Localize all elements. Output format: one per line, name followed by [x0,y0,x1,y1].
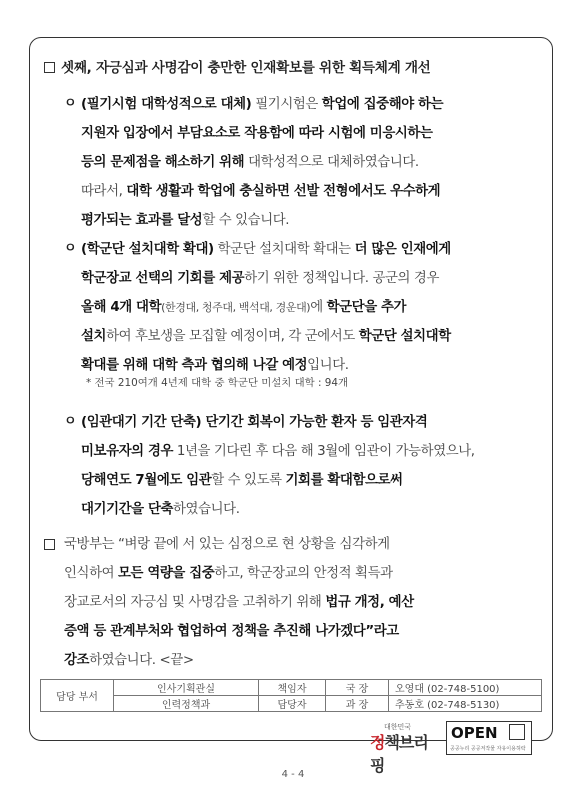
open-word: OPEN [451,724,498,742]
body-text: 국방부는 “벼랑 끝에 서 있는 심정으로 현 상황을 심각하게 [64,537,390,552]
dept-name: 인력정책과 [114,696,259,712]
body-text: 대학성적으로 대체하였습니다. [244,155,419,170]
open-license-badge [446,721,532,755]
body-text: 학군단 설치대학 확대는 [213,242,355,257]
emphasis-text: (필기시험 대학성적으로 대체) [81,97,252,112]
bullet-circle: ㅇ [64,241,77,256]
logo-title-rest: 책브리핑 [370,733,428,775]
emphasis-text: 학업에 집중해야 하는 [321,97,444,112]
body-text: 필기시험은 [251,97,322,112]
body-text: 입니다. [307,358,349,373]
bullet-circle: ㅇ [64,414,77,429]
text-line [81,119,443,148]
contact-table [40,679,542,712]
body-text: 에 [310,300,327,315]
emphasis-text: (임관대기 기간 단축) 단기간 회복이 가능한 환자 등 임관자격 [81,415,428,430]
emphasis-text: 법규 개정, 예산 [325,595,414,610]
checkbox-square-icon [44,62,55,73]
text-line [81,235,451,264]
text-line [81,293,451,322]
body-text: 하기 위한 정책입니다. 공군의 경우 [244,271,439,286]
text-line [81,322,451,351]
emphasis-text: 미보유자의 경우 [81,444,174,459]
item-lines [81,408,475,524]
emphasis-text: 학군단을 추가 [326,300,407,315]
text-line [81,466,475,495]
body-text: 따라서, [81,184,127,199]
text-line [64,617,544,646]
emphasis-text: 대기기간을 단축 [81,502,174,517]
section-heading-text: 셋째, 자긍심과 사명감이 충만한 인재확보를 위한 획득체계 개선 [61,60,431,76]
emphasis-text: 학군단 설치대학 [358,329,451,344]
bullet-circle: ㅇ [64,96,77,111]
emphasis-text: 기회를 확대함으로써 [285,473,403,488]
emphasis-text: 확대를 위해 대학 측과 협의해 나갈 예정 [81,358,308,373]
emphasis-text: 학군장교 선택의 기회를 제공 [81,271,245,286]
title-label: 과 장 [326,696,389,712]
text-line [81,206,443,235]
body-text: 하고, 학군장교의 안정적 획득과 [214,566,393,581]
body-text: 장교로서의 자긍심 및 사명감을 고취하기 위해 [64,595,326,610]
dept-label: 담당 부서 [41,680,114,712]
text-line [81,148,443,177]
contact-person: 추동호 (02-748-5130) [389,696,542,712]
body-text: 인식하여 [64,566,118,581]
body-text: 하였습니다. [173,502,240,517]
emphasis-text: 증액 등 관계부처와 협업하여 정책을 추진해 나가겠다”라고 [64,624,399,639]
text-line [81,495,475,524]
item-lines [81,90,443,235]
emphasis-text: (학군단 설치대학 확대) [81,242,214,257]
emphasis-text: 평가되는 효과를 달성 [81,213,203,228]
text-line [81,177,443,206]
item-lines [81,235,451,380]
text-line [81,408,475,437]
page-number: 4 - 4 [281,769,305,780]
text-line [64,588,544,617]
emphasis-text: 등의 문제점을 해소하기 위해 [81,155,245,170]
role-label: 책임자 [259,680,326,696]
title-label: 국 장 [326,680,389,696]
body-text: 할 수 있도록 [211,473,286,488]
emphasis-text: 당해연도 7월에도 임관 [81,473,212,488]
dept-name: 인사기획관실 [114,680,259,696]
license-icon [509,724,525,740]
text-line [81,264,451,293]
logo-subtitle: 대한민국 [384,723,412,731]
emphasis-text: 강조 [64,653,90,668]
body-text: 1년을 기다린 후 다음 해 3월에 임관이 가능하였으나, [173,444,475,459]
body-text: 하였습니다. <끝> [89,653,194,668]
emphasis-text: 올해 4개 대학 [81,300,162,315]
emphasis-text: 대학 생활과 학업에 충실하면 선발 전형에서도 우수하게 [126,184,441,199]
body-text: 할 수 있습니다. [202,213,290,228]
checkbox-square-icon [44,539,55,550]
closing-lines [44,530,544,675]
footnote: * 전국 210여개 4년제 대학 중 학군단 미설치 대학 : 94개 [86,377,349,389]
emphasis-text: 지원자 입장에서 부담요소로 작용함에 따라 시험에 미응시하는 [81,126,433,141]
text-line [81,437,475,466]
contact-person: 오영대 (02-748-5100) [389,680,542,696]
policy-briefing-logo [370,721,440,775]
section-heading [44,56,544,76]
emphasis-text: 설치 [81,329,107,344]
body-text: 하여 후보생을 모집할 예정이며, 각 군에서도 [106,329,359,344]
text-line [81,90,443,119]
text-line [64,530,544,559]
emphasis-text: 더 많은 인재에게 [354,242,451,257]
logo-title-accent: 정 [370,733,385,752]
role-label: 담당자 [259,696,326,712]
emphasis-text: 모든 역량을 집중 [118,566,215,581]
closing-paragraph [44,530,544,675]
text-line [64,646,544,675]
open-fine-print: 공공누리 공공저작물 자유이용허락 [450,746,526,752]
text-line [64,559,544,588]
body-text: (한경대, 청주대, 백석대, 경운대) [161,301,311,314]
